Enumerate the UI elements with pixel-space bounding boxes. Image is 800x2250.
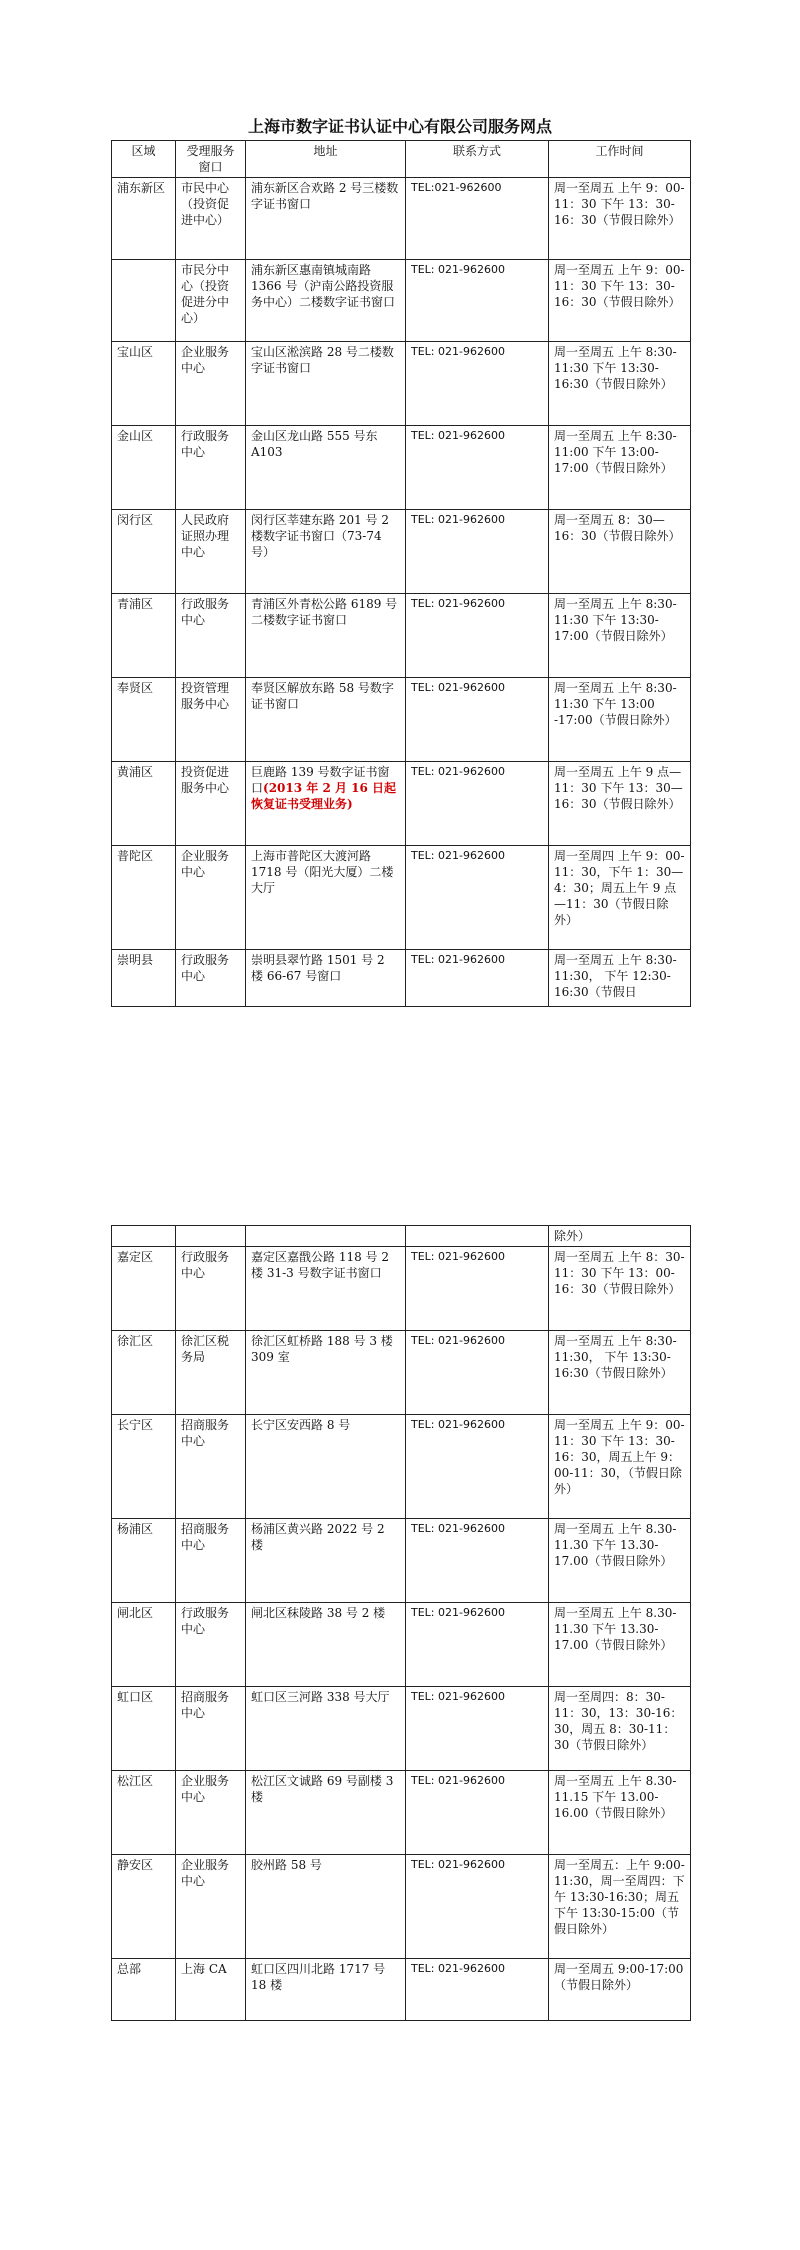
header-region: 区域 <box>112 141 176 178</box>
contact-cell-text: TEL: 021-962600 <box>411 1962 505 1975</box>
hours-cell <box>549 178 691 260</box>
office-cell-text: 行政服务中心 <box>181 1606 230 1636</box>
table-row <box>112 1519 691 1603</box>
header-office: 受理服务窗口 <box>176 141 246 178</box>
office-cell-text: 行政服务中心 <box>181 429 230 459</box>
table-row <box>112 1771 691 1855</box>
address-cell-text: 松江区文诚路 69 号副楼 3 楼 <box>251 1774 394 1804</box>
hours-cell-text: 周一至周五 上午 8.30-11.15 下午 13.00-16.00（节假日除外） <box>554 1774 677 1820</box>
office-cell <box>176 178 246 260</box>
hours-cell <box>549 678 691 762</box>
contact-cell <box>406 1687 549 1771</box>
address-cell-text: 胶州路 58 号 <box>251 1858 322 1872</box>
contact-cell-text: TEL: 021-962600 <box>411 1522 505 1535</box>
hours-cell-text: 周一至周五 上午 8:30-11:30， 下午 13:30-16:30（节假日除外） <box>554 1334 677 1380</box>
table-row <box>112 1855 691 1959</box>
contact-cell-text: TEL: 021-962600 <box>411 1250 505 1263</box>
address-cell-text: 上海市普陀区大渡河路 1718 号（阳光大厦）二楼大厅 <box>251 849 394 895</box>
address-cell-text: 巨鹿路 139 号数字证书窗口 <box>251 765 390 795</box>
office-cell-text: 招商服务中心 <box>181 1690 230 1720</box>
region-cell-text: 松江区 <box>117 1774 154 1788</box>
hours-cell-text: 周一至周五 上午 8:30-11:30 下午 13:30-16:30（节假日除外） <box>554 345 677 391</box>
office-cell <box>176 1331 246 1415</box>
region-cell <box>112 1331 176 1415</box>
office-cell <box>176 510 246 594</box>
office-cell <box>176 426 246 510</box>
service-points-table-page2 <box>111 1225 691 2021</box>
table-row <box>112 426 691 510</box>
office-cell <box>176 1415 246 1519</box>
office-cell-text: 市民中心（投资促进中心） <box>181 181 230 227</box>
office-cell-text: 人民政府证照办理中心 <box>181 513 230 559</box>
hours-cell-text: 周一至周五 上午 9：00-11：30 下午 13：30-16：30（节假日除外） <box>554 263 685 309</box>
address-cell <box>246 950 406 1007</box>
address-cell <box>246 594 406 678</box>
contact-cell-text: TEL: 021-962600 <box>411 345 505 358</box>
hours-cell-text: 周一至周五 上午 8:30-11:00 下午 13:00-17:00（节假日除外） <box>554 429 677 475</box>
table-row <box>112 1959 691 2021</box>
office-cell <box>176 846 246 950</box>
table-row <box>112 846 691 950</box>
region-cell <box>112 1771 176 1855</box>
hours-cell-text: 周一至周四 上午 9：00-11：30，下午 1：30—4：30；周五上午 9 点—11：30（节假日除外） <box>554 849 685 927</box>
region-cell <box>112 426 176 510</box>
address-cell-text: 宝山区淞滨路 28 号二楼数字证书窗口 <box>251 345 394 375</box>
address-cell <box>246 1331 406 1415</box>
table-row <box>112 762 691 846</box>
office-cell-text: 招商服务中心 <box>181 1522 230 1552</box>
contact-cell-text: TEL: 021-962600 <box>411 429 505 442</box>
hours-cell <box>549 594 691 678</box>
region-cell <box>112 178 176 260</box>
contact-cell-text: TEL: 021-962600 <box>411 1606 505 1619</box>
address-cell <box>246 342 406 426</box>
contact-cell-text: TEL: 021-962600 <box>411 263 505 276</box>
address-cell-text: 闵行区莘建东路 201 号 2 楼数字证书窗口（73-74 号） <box>251 513 389 559</box>
office-cell-text: 徐汇区税务局 <box>181 1334 230 1364</box>
region-cell <box>112 1519 176 1603</box>
hours-cell <box>549 762 691 846</box>
office-cell <box>176 260 246 342</box>
hours-cell-text: 周一至周五 上午 9：00-11：30 下午 13：30-16：30，周五上午 9：00-11：30，（节假日除外） <box>554 1418 685 1496</box>
region-cell-text: 长宁区 <box>117 1418 154 1432</box>
office-cell-text: 企业服务中心 <box>181 849 230 879</box>
region-cell-text: 杨浦区 <box>117 1522 154 1536</box>
region-cell-text: 崇明县 <box>117 953 154 967</box>
hours-cell-text: 周一至周五 上午 8：30-11：30 下午 13：00-16：30（节假日除外） <box>554 1250 685 1296</box>
contact-cell <box>406 426 549 510</box>
contact-cell <box>406 594 549 678</box>
table-row <box>112 342 691 426</box>
office-cell <box>176 594 246 678</box>
hours-cell <box>549 950 691 1007</box>
address-cell <box>246 1771 406 1855</box>
region-cell <box>112 762 176 846</box>
hours-cell <box>549 1519 691 1603</box>
contact-cell-text: TEL: 021-962600 <box>411 1690 505 1703</box>
office-cell <box>176 1771 246 1855</box>
table-row <box>112 178 691 260</box>
region-cell <box>112 846 176 950</box>
region-cell-text: 金山区 <box>117 429 154 443</box>
region-cell-text: 青浦区 <box>117 597 154 611</box>
hours-cell <box>549 1687 691 1771</box>
region-cell <box>112 342 176 426</box>
hours-cell <box>549 510 691 594</box>
address-cell <box>246 1687 406 1771</box>
address-cell-text: 虹口区四川北路 1717 号 18 楼 <box>251 1962 386 1992</box>
region-cell-text: 闵行区 <box>117 513 154 527</box>
address-cell-text: 奉贤区解放东路 58 号数字证书窗口 <box>251 681 394 711</box>
contact-cell-text: TEL: 021-962600 <box>411 1774 505 1787</box>
region-cell-text: 总部 <box>117 1962 142 1976</box>
region-cell-text: 徐汇区 <box>117 1334 154 1348</box>
region-cell <box>112 1959 176 2021</box>
hours-cell-text: 周一至周五 上午 8:30-11:30 下午 13:00 -17:00（节假日除外） <box>554 681 677 727</box>
hours-cell-text: 除外） <box>554 1229 591 1243</box>
office-cell-text: 企业服务中心 <box>181 1858 230 1888</box>
contact-cell <box>406 510 549 594</box>
contact-cell <box>406 1855 549 1959</box>
address-cell <box>246 1226 406 1247</box>
hours-cell <box>549 846 691 950</box>
contact-cell <box>406 1519 549 1603</box>
header-address: 地址 <box>246 141 406 178</box>
office-cell <box>176 1855 246 1959</box>
address-cell-text: 虹口区三河路 338 号大厅 <box>251 1690 390 1704</box>
office-cell-text: 企业服务中心 <box>181 1774 230 1804</box>
contact-cell-text: TEL:021-962600 <box>411 181 502 194</box>
header-hours: 工作时间 <box>549 141 691 178</box>
address-cell-text: 金山区龙山路 555 号东 A103 <box>251 429 378 459</box>
address-cell <box>246 178 406 260</box>
table-row <box>112 1603 691 1687</box>
address-cell <box>246 1855 406 1959</box>
office-cell-text: 市民分中心（投资促进分中心） <box>181 263 230 325</box>
address-cell <box>246 846 406 950</box>
page-title: 上海市数字证书认证中心有限公司服务网点 <box>247 117 552 136</box>
contact-cell-text: TEL: 021-962600 <box>411 953 505 966</box>
hours-cell <box>549 1226 691 1247</box>
contact-cell <box>406 260 549 342</box>
office-cell-text: 投资管理服务中心 <box>181 681 230 711</box>
table-row <box>112 950 691 1007</box>
office-cell-text: 招商服务中心 <box>181 1418 230 1448</box>
contact-cell <box>406 1415 549 1519</box>
address-cell-text: 浦东新区合欢路 2 号三楼数字证书窗口 <box>251 181 399 211</box>
table-row <box>112 1331 691 1415</box>
contact-cell-text: TEL: 021-962600 <box>411 765 505 778</box>
region-cell-text: 闸北区 <box>117 1606 154 1620</box>
hours-cell-text: 周一至周四：8：30-11：30，13：30-16：30，周五 8：30-11：30（节假日除外） <box>554 1690 683 1752</box>
table-row <box>112 594 691 678</box>
hours-cell-text: 周一至周五 8：30—16：30（节假日除外） <box>554 513 681 543</box>
address-cell-text: 闸北区秣陵路 38 号 2 楼 <box>251 1606 386 1620</box>
contact-cell <box>406 950 549 1007</box>
table-row <box>112 1247 691 1331</box>
region-cell <box>112 678 176 762</box>
contact-cell-text: TEL: 021-962600 <box>411 1334 505 1347</box>
region-cell <box>112 1687 176 1771</box>
office-cell-text: 投资促进服务中心 <box>181 765 230 795</box>
region-cell <box>112 1226 176 1247</box>
region-cell-text: 静安区 <box>117 1858 154 1872</box>
hours-cell <box>549 342 691 426</box>
hours-cell <box>549 260 691 342</box>
address-note: (2013 年 2 月 16 日起恢复证书受理业务) <box>251 781 397 811</box>
region-cell <box>112 510 176 594</box>
office-cell-text: 行政服务中心 <box>181 597 230 627</box>
contact-cell <box>406 342 549 426</box>
hours-cell <box>549 1331 691 1415</box>
office-cell <box>176 342 246 426</box>
contact-cell <box>406 678 549 762</box>
hours-cell-text: 周一至周五 上午 9：00-11：30 下午 13：30-16：30（节假日除外） <box>554 181 685 227</box>
office-cell <box>176 1226 246 1247</box>
contact-cell-text: TEL: 021-962600 <box>411 681 505 694</box>
address-cell <box>246 678 406 762</box>
office-cell <box>176 1247 246 1331</box>
hours-cell <box>549 1603 691 1687</box>
table-row <box>112 1687 691 1771</box>
contact-cell <box>406 178 549 260</box>
address-cell <box>246 1415 406 1519</box>
table-row <box>112 510 691 594</box>
region-cell-text: 浦东新区 <box>117 181 166 195</box>
region-cell <box>112 950 176 1007</box>
office-cell <box>176 950 246 1007</box>
header-contact: 联系方式 <box>406 141 549 178</box>
region-cell <box>112 1855 176 1959</box>
address-cell-text: 杨浦区黄兴路 2022 号 2 楼 <box>251 1522 385 1552</box>
office-cell <box>176 1519 246 1603</box>
table-row <box>112 1415 691 1519</box>
contact-cell <box>406 762 549 846</box>
address-cell <box>246 1519 406 1603</box>
hours-cell-text: 周一至周五 上午 8:30-11:30， 下午 12:30-16:30（节假日 <box>554 953 677 999</box>
contact-cell <box>406 846 549 950</box>
address-cell <box>246 1603 406 1687</box>
contact-cell-text: TEL: 021-962600 <box>411 1858 505 1871</box>
hours-cell <box>549 1771 691 1855</box>
office-cell <box>176 678 246 762</box>
table-row <box>112 260 691 342</box>
table-header-row <box>112 141 691 178</box>
region-cell <box>112 1415 176 1519</box>
office-cell-text: 行政服务中心 <box>181 953 230 983</box>
hours-cell-text: 周一至周五 上午 8:30-11:30 下午 13:30-17:00（节假日除外） <box>554 597 677 643</box>
office-cell <box>176 1603 246 1687</box>
address-cell <box>246 762 406 846</box>
address-cell-text: 嘉定区嘉戬公路 118 号 2 楼 31-3 号数字证书窗口 <box>251 1250 389 1280</box>
hours-cell <box>549 1959 691 2021</box>
address-cell-text: 浦东新区惠南镇城南路 1366 号（沪南公路投资服务中心）二楼数字证书窗口 <box>251 263 396 309</box>
office-cell <box>176 1959 246 2021</box>
table-row <box>112 1226 691 1247</box>
address-cell-text: 崇明县翠竹路 1501 号 2 楼 66-67 号窗口 <box>251 953 385 983</box>
office-cell-text: 上海 CA <box>181 1962 227 1976</box>
service-points-table-page1 <box>111 140 691 1007</box>
contact-cell-text: TEL: 021-962600 <box>411 1418 505 1431</box>
region-cell <box>112 1247 176 1331</box>
address-cell-text: 长宁区安西路 8 号 <box>251 1418 351 1432</box>
contact-cell <box>406 1959 549 2021</box>
table-row <box>112 678 691 762</box>
hours-cell-text: 周一至周五 上午 9 点—11：30 下午 13：30—16：30（节假日除外） <box>554 765 683 811</box>
contact-cell <box>406 1771 549 1855</box>
office-cell <box>176 762 246 846</box>
region-cell-text: 虹口区 <box>117 1690 154 1704</box>
region-cell <box>112 594 176 678</box>
hours-cell <box>549 1415 691 1519</box>
address-cell <box>246 1247 406 1331</box>
office-cell-text: 行政服务中心 <box>181 1250 230 1280</box>
contact-cell <box>406 1226 549 1247</box>
hours-cell <box>549 1855 691 1959</box>
region-cell <box>112 260 176 342</box>
address-cell <box>246 510 406 594</box>
office-cell <box>176 1687 246 1771</box>
region-cell-text: 嘉定区 <box>117 1250 154 1264</box>
office-cell-text: 企业服务中心 <box>181 345 230 375</box>
region-cell-text: 黄浦区 <box>117 765 154 779</box>
contact-cell <box>406 1331 549 1415</box>
region-cell-text: 奉贤区 <box>117 681 154 695</box>
hours-cell-text: 周一至周五 9:00-17:00（节假日除外） <box>554 1962 684 1992</box>
contact-cell <box>406 1247 549 1331</box>
address-cell-text: 青浦区外青松公路 6189 号二楼数字证书窗口 <box>251 597 398 627</box>
address-cell <box>246 260 406 342</box>
contact-cell-text: TEL: 021-962600 <box>411 849 505 862</box>
hours-cell-text: 周一至周五 上午 8.30-11.30 下午 13.30-17.00（节假日除外） <box>554 1522 677 1568</box>
region-cell-text: 普陀区 <box>117 849 154 863</box>
contact-cell <box>406 1603 549 1687</box>
contact-cell-text: TEL: 021-962600 <box>411 597 505 610</box>
address-cell-text: 徐汇区虹桥路 188 号 3 楼 309 室 <box>251 1334 393 1364</box>
hours-cell <box>549 1247 691 1331</box>
region-cell <box>112 1603 176 1687</box>
contact-cell-text: TEL: 021-962600 <box>411 513 505 526</box>
address-cell <box>246 1959 406 2021</box>
hours-cell-text: 周一至周五 上午 8.30-11.30 下午 13.30-17.00（节假日除外） <box>554 1606 677 1652</box>
region-cell-text: 宝山区 <box>117 345 154 359</box>
hours-cell-text: 周一至周五：上午 9:00-11:30，周一至周四：下午 13:30-16:30；周五下午 13:30-15:00（节假日除外） <box>554 1858 685 1936</box>
hours-cell <box>549 426 691 510</box>
address-cell <box>246 426 406 510</box>
